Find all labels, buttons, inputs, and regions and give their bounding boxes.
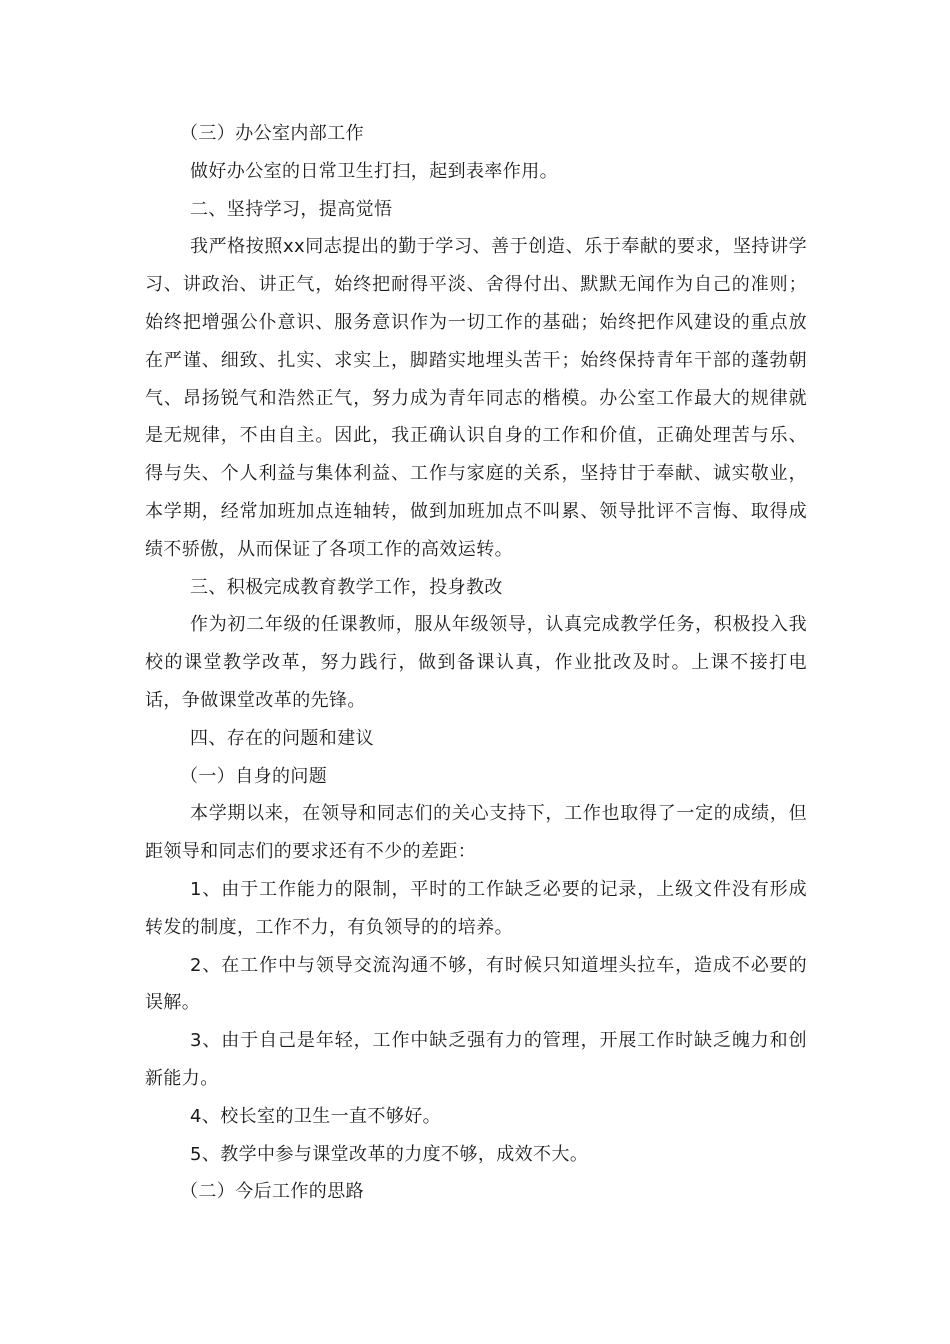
problem-item-2: 2、在工作中与领导交流沟通不够，有时候只知道埋头拉车，造成不必要的误解。 [145, 954, 807, 1014]
section-two-heading: 二、坚持学习，提高觉悟 [190, 198, 393, 220]
problem-item-1: 1、由于工作能力的限制，平时的工作缺乏必要的记录，上级文件没有形成转发的制度，工作不力，有负领导的的培养。 [145, 878, 807, 938]
own-problems-heading: （一）自身的问题 [180, 765, 328, 787]
section-three-heading: 三、积极完成教育教学工作，投身教改 [190, 576, 503, 598]
section-four-heading: 四、存在的问题和建议 [190, 727, 374, 749]
own-problems-intro: 本学期以来，在领导和同志们的关心支持下，工作也取得了一定的成绩，但距领导和同志们的要求还有不少的差距： [145, 803, 807, 863]
section-two-body: 我严格按照xx同志提出的勤于学习、善于创造、乐于奉献的要求，坚持讲学习、讲政治、讲正气，始终把耐得平淡、舍得付出、默默无闻作为自己的准则；始终把增强公仆意识、服务意识作为一切工作的基础；始终把作风建设的重点放在严谨、细致、扎实、求实上，脚踏实地埋头苦干；始终保持青年干部的蓬勃朝气、昂扬锐气和浩然正气，努力成为青年同志的楷模。办公室工作最大的规律就是无规律，不由自主。因此，我正确认识自身的工作和价值，正确处理苦与乐、得与失、个人利益与集体利益、工作与家庭的关系，坚持甘于奉献、诚实敬业，本学期，经常加班加点连轴转，做到加班加点不叫累、领导批评不言悔、取得成绩不骄傲，从而保证了各项工作的高效运转。 [145, 236, 807, 560]
future-ideas-heading: （二）今后工作的思路 [180, 1181, 364, 1203]
office-internal-body: 做好办公室的日常卫生打扫，起到表率作用。 [190, 160, 558, 182]
document-body [145, 115, 807, 1211]
problem-item-3: 3、由于自己是年轻，工作中缺乏强有力的管理，开展工作时缺乏魄力和创新能力。 [145, 1030, 807, 1089]
office-internal-heading: （三）办公室内部工作 [180, 123, 364, 144]
problem-item-5: 5、教学中参与课堂改革的力度不够，成效不大。 [190, 1143, 589, 1165]
problem-item-4: 4、校长室的卫生一直不够好。 [190, 1105, 442, 1127]
section-three-body: 作为初二年级的任课教师，服从年级领导，认真完成教学任务，积极投入我校的课堂教学改革，努力践行，做到备课认真，作业批改及时。上课不接打电话，争做课堂改革的先锋。 [145, 614, 807, 711]
